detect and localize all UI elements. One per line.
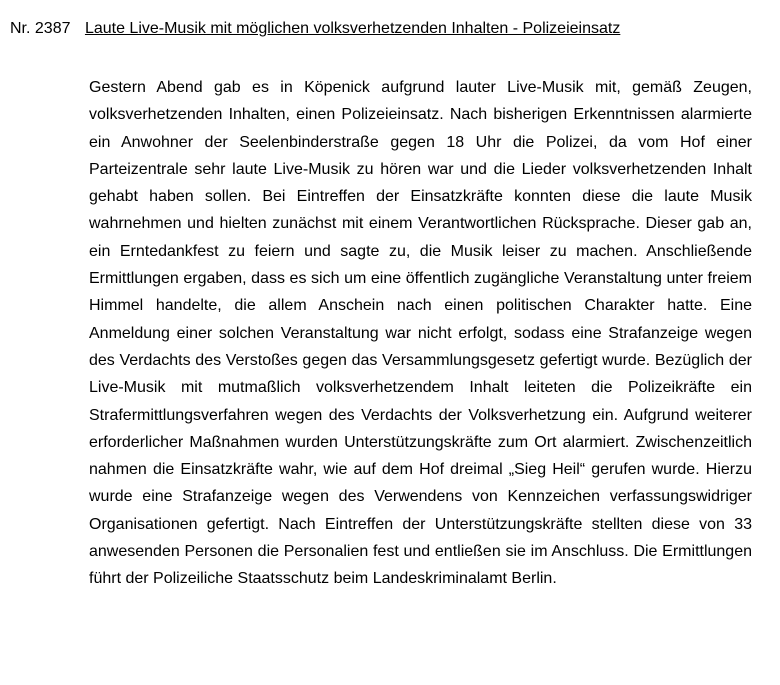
- report-number: Nr. 2387: [10, 20, 71, 37]
- report-body: Gestern Abend gab es in Köpenick aufgrund lauter Live-Musik mit, gemäß Zeugen, volksverhetzenden Inhalten, einen Polizeieinsatz. Nach bisherigen Erkenntnissen alarmierte ein Anwohner der Seelenbinderstraße gegen 18 Uhr die Polizei, da vom Hof einer Parteizentrale sehr laute Live-Musik zu hören war und die Lieder volksverhetzenden Inhalt gehabt haben sollen. Bei Eintreffen der Einsatzkräfte konnten diese die laute Musik wahrnehmen und hielten zunächst mit einem Verantwortlichen Rücksprache. Dieser gab an, ein Erntedankfest zu feiern und sagte zu, die Musik leiser zu machen. Anschließende Ermittlungen ergaben, dass es sich um eine öffentlich zugängliche Veranstaltung unter freiem Himmel handelte, die allem Anschein nach einen politischen Charakter hatte. Eine Anmeldung einer solchen Veranstaltung war nicht erfolgt, sodass eine Strafanzeige wegen des Verdachts des Verstoßes gegen das Versammlungsgesetz gefertigt wurde. Bezüglich der Live-Musik mit mutmaßlich volksverhetzendem Inhalt leiteten die Polizeikräfte ein Strafermittlungsverfahren wegen des Verdachts der Volksverhetzung ein. Aufgrund weiterer erforderlicher Maßnahmen wurden Unterstützungskräfte zum Ort alarmiert. Zwischenzeitlich nahmen die Einsatzkräfte wahr, wie auf dem Hof dreimal „Sieg Heil“ gerufen wurde. Hierzu wurde eine Strafanzeige wegen des Verwendens von Kennzeichen verfassungswidriger Organisationen gefertigt. Nach Eintreffen der Unterstützungskräfte stellten diese von 33 anwesenden Personen die Personalien fest und entließen sie im Anschluss. Die Ermittlungen führt der Polizeiliche Staatsschutz beim Landeskriminalamt Berlin.: [89, 79, 752, 588]
- report-title: Laute Live-Musik mit möglichen volksverhetzenden Inhalten - Polizeieinsatz: [84, 20, 621, 37]
- report-header: [10, 18, 770, 40]
